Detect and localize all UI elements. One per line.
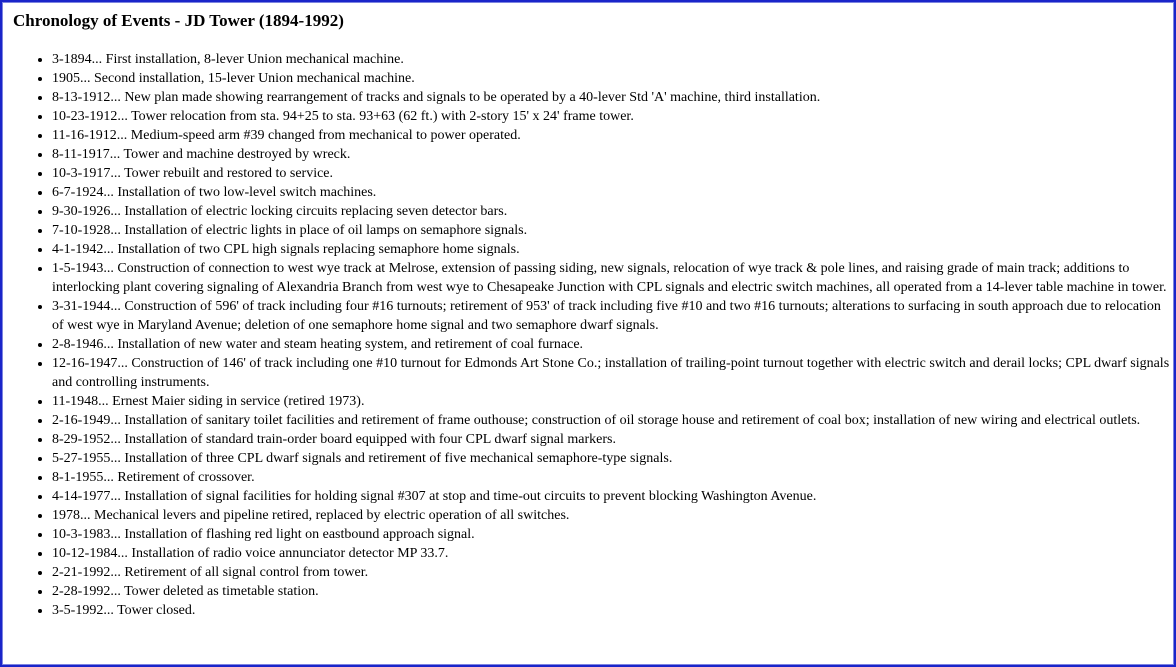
- page-title: Chronology of Events - JD Tower (1894-1992): [13, 11, 344, 30]
- event-list: [52, 50, 1170, 620]
- list-item: • 2-16-1949... Installation of sanitary toilet facilities and retirement of frame outhouse; construction of oil storage house and retirement of coal box; installation of new wiring and electrical outlets.: [52, 411, 1170, 430]
- list-item: • 3-1894... First installation, 8-lever Union mechanical machine.: [52, 50, 1170, 69]
- list-item: • 7-10-1928... Installation of electric lights in place of oil lamps on semaphore signals.: [52, 221, 1170, 240]
- list-item: • 11-1948... Ernest Maier siding in service (retired 1973).: [52, 392, 1170, 411]
- list-item: • 12-16-1947... Construction of 146' of track including one #10 turnout for Edmonds Art Stone Co.; installation of trailing-point turnout together with electric switch and derail locks; CPL dwarf signals and controlling instruments.: [52, 354, 1170, 392]
- list-item: • 11-16-1912... Medium-speed arm #39 changed from mechanical to power operated.: [52, 126, 1170, 145]
- list-item: • 1978... Mechanical levers and pipeline retired, replaced by electric operation of all switches.: [52, 506, 1170, 525]
- list-item: • 10-3-1917... Tower rebuilt and restored to service.: [52, 164, 1170, 183]
- list-item: • 8-29-1952... Installation of standard train-order board equipped with four CPL dwarf signal markers.: [52, 430, 1170, 449]
- list-item: • 1-5-1943... Construction of connection to west wye track at Melrose, extension of passing siding, new signals, relocation of wye track & pole lines, and raising grade of main track; additions to interlocking plant covering signaling of Alexandria Branch from west wye to Chesapeake Junction with CPL signals and electric switch machines, all operated from a 14-lever table machine in tower.: [52, 259, 1170, 297]
- list-item: • 10-3-1983... Installation of flashing red light on eastbound approach signal.: [52, 525, 1170, 544]
- list-item: • 4-1-1942... Installation of two CPL high signals replacing semaphore home signals.: [52, 240, 1170, 259]
- list-item: • 3-31-1944... Construction of 596' of track including four #16 turnouts; retirement of 953' of track including five #10 and two #16 turnouts; alterations to surfacing in south approach due to relocation of west wye in Maryland Avenue; deletion of one semaphore home signal and two semaphore dwarf signals.: [52, 297, 1170, 335]
- list-item: • 4-14-1977... Installation of signal facilities for holding signal #307 at stop and time-out circuits to prevent blocking Washington Avenue.: [52, 487, 1170, 506]
- list-item: • 2-28-1992... Tower deleted as timetable station.: [52, 582, 1170, 601]
- list-item: • 8-11-1917... Tower and machine destroyed by wreck.: [52, 145, 1170, 164]
- list-item: • 10-23-1912... Tower relocation from sta. 94+25 to sta. 93+63 (62 ft.) with 2-story 15' x 24' frame tower.: [52, 107, 1170, 126]
- list-item: • 6-7-1924... Installation of two low-level switch machines.: [52, 183, 1170, 202]
- list-item: • 5-27-1955... Installation of three CPL dwarf signals and retirement of five mechanical semaphore-type signals.: [52, 449, 1170, 468]
- list-item: • 8-1-1955... Retirement of crossover.: [52, 468, 1170, 487]
- list-item: • 2-21-1992... Retirement of all signal control from tower.: [52, 563, 1170, 582]
- list-item: • 2-8-1946... Installation of new water and steam heating system, and retirement of coal furnace.: [52, 335, 1170, 354]
- list-item: • 9-30-1926... Installation of electric locking circuits replacing seven detector bars.: [52, 202, 1170, 221]
- list-item: • 10-12-1984... Installation of radio voice annunciator detector MP 33.7.: [52, 544, 1170, 563]
- list-item: • 1905... Second installation, 15-lever Union mechanical machine.: [52, 69, 1170, 88]
- list-item: • 3-5-1992... Tower closed.: [52, 601, 1170, 620]
- list-item: • 8-13-1912... New plan made showing rearrangement of tracks and signals to be operated by a 40-lever Std 'A' machine, third installation.: [52, 88, 1170, 107]
